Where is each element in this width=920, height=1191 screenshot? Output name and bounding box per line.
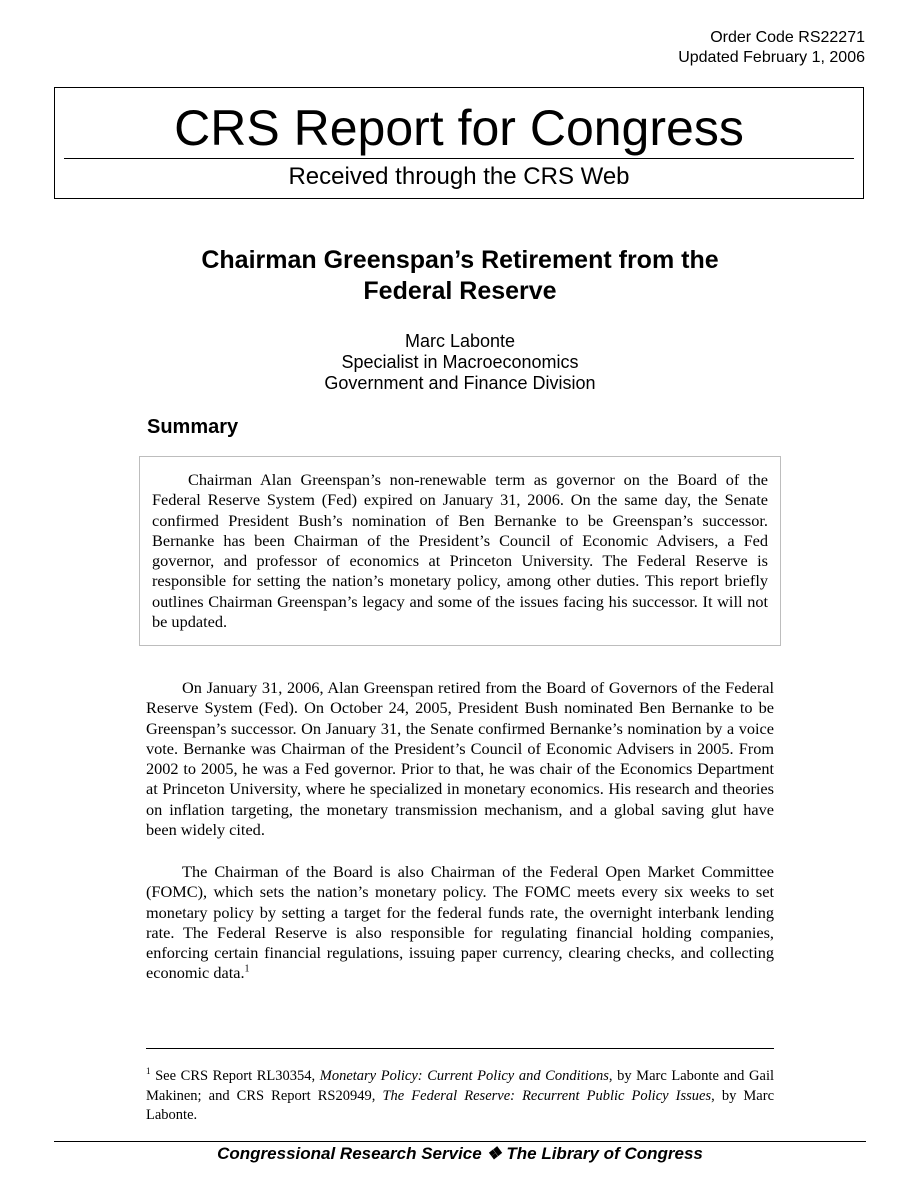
author-block: [100, 331, 820, 394]
body-paragraph-1: On January 31, 2006, Alan Greenspan retired from the Board of Governors of the Federal Reserve System (Fed). On October 24, 2005, President Bush nominated Ben Bernanke to be Greenspan’s successor. On January 31, the Senate confirmed Bernanke’s nomination by a voice vote. Bernanke was Chairman of the President’s Council of Economic Advisers in 2005. From 2002 to 2005, he was a Fed governor. Prior to that, he was chair of the Economics Department at Princeton University, where he specialized in monetary economics. His research and theories on inflation targeting, the monetary transmission mechanism, and a global saving glut have been widely cited.: [146, 678, 774, 840]
masthead-divider: [64, 158, 854, 159]
author-title: Specialist in Macroeconomics: [341, 352, 579, 372]
report-title-line-1: Chairman Greenspan’s Retirement from the: [201, 246, 719, 274]
report-title-line-2: Federal Reserve: [363, 277, 557, 305]
author-division: Government and Finance Division: [324, 373, 596, 393]
footnote-cited-title-1: Monetary Policy: Current Policy and Conditions: [319, 1068, 609, 1084]
summary-heading: Summary: [147, 416, 239, 438]
author-name: Marc Labonte: [404, 331, 516, 351]
report-title: [100, 245, 820, 307]
footnote-text-3: , by Marc Labonte.: [146, 1087, 775, 1123]
footnote-number: 1: [146, 1066, 151, 1077]
footnote-cited-title-2: The Federal Reserve: Recurrent Public Policy Issues: [382, 1087, 712, 1104]
masthead: [54, 87, 864, 199]
body-paragraph-2: [146, 862, 774, 984]
summary-box: [139, 456, 781, 646]
footnote-reference: 1: [244, 964, 250, 976]
footnote: [146, 1067, 774, 1126]
footnote-text-2: , by Marc Labonte and Gail Makinen; and CRS Report RS20949,: [146, 1068, 774, 1104]
order-code: Order Code RS22271: [710, 29, 865, 46]
masthead-subtitle: Received through the CRS Web: [288, 163, 630, 190]
page-footer: Congressional Research Service ❖ The Library of Congress: [217, 1144, 703, 1163]
order-info: [678, 28, 865, 68]
summary-text: Chairman Alan Greenspan’s non-renewable term as governor on the Board of the Federal Reserve System (Fed) expired on January 31, 2006. On the same day, the Senate confirmed President Bush’s nomination of Ben Bernanke to be Greenspan’s successor. Bernanke has been Chairman of the President’s Council of Economic Advisers, a Fed governor, and professor of economics at Princeton University. The Federal Reserve is responsible for setting the nation’s monetary policy, among other duties. This report briefly outlines Chairman Greenspan’s legacy and some of the issues facing his successor. It will not be updated.: [152, 470, 768, 632]
footnote-text-1: See CRS Report RL30354,: [150, 1068, 320, 1084]
footer-divider: [54, 1141, 866, 1142]
body-paragraph-2-text: The Chairman of the Board is also Chairman of the Federal Open Market Committee (FOMC), which sets the nation’s monetary policy. The FOMC meets every six weeks to set monetary policy by setting a target for the federal funds rate, the overnight interbank lending rate. The Federal Reserve is also responsible for regulating financial holding companies, enforcing certain financial regulations, issuing paper currency, clearing checks, and collecting economic data.: [146, 862, 774, 983]
footnote-divider: [146, 1048, 774, 1049]
updated-date: Updated February 1, 2006: [678, 49, 865, 66]
masthead-title: CRS Report for Congress: [174, 100, 744, 156]
